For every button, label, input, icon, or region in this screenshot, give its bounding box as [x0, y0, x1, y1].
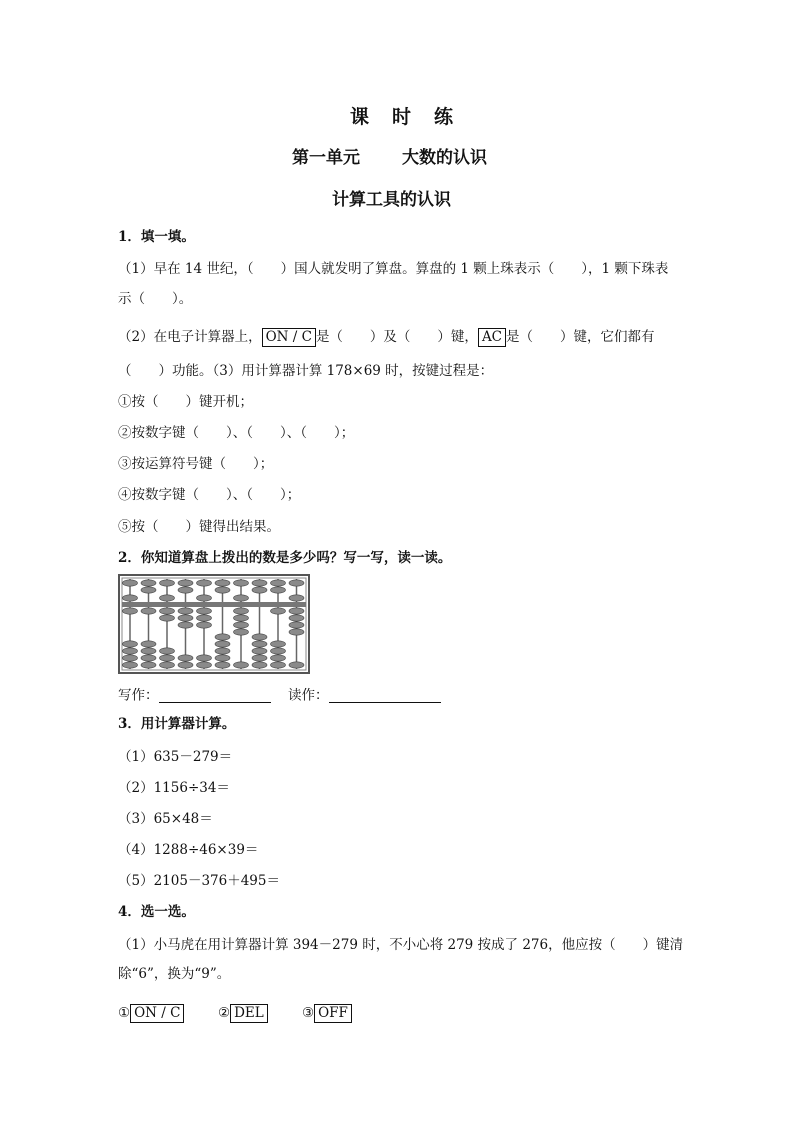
abacus-lower-bead — [289, 622, 304, 628]
page-title: 课 时 练 — [350, 106, 456, 128]
write-blank[interactable] — [159, 688, 271, 703]
abacus-upper-bead — [123, 580, 138, 586]
q4-line1: （1）小马虎在用计算器计算 394－279 时，不小心将 279 按成了 276，他应按（ ）键清 — [118, 937, 684, 953]
on-c-key: ON / C — [262, 328, 316, 347]
q1-p2-line2: （ ）功能。（3）用计算器计算 178×69 时，按键过程是： — [118, 363, 494, 379]
read-blank[interactable] — [329, 688, 441, 703]
abacus-lower-bead — [123, 641, 138, 647]
option-2-number: ② — [218, 1005, 231, 1021]
abacus-lower-bead — [271, 641, 286, 647]
abacus-upper-bead — [252, 587, 267, 593]
abacus-lower-bead — [123, 655, 138, 661]
abacus-upper-bead — [141, 587, 156, 593]
abacus-upper-bead — [178, 587, 193, 593]
abacus-upper-bead — [197, 595, 212, 601]
abacus-lower-bead — [160, 615, 175, 621]
abacus-lower-bead — [252, 655, 267, 661]
abacus-lower-bead — [197, 662, 212, 668]
abacus-lower-bead — [234, 615, 249, 621]
abacus-lower-bead — [141, 655, 156, 661]
option-1-number: ① — [118, 1005, 131, 1021]
abacus-upper-bead — [215, 587, 230, 593]
abacus-upper-bead — [123, 595, 138, 601]
abacus-upper-bead — [141, 580, 156, 586]
abacus-lower-bead — [197, 622, 212, 628]
abacus-lower-bead — [289, 615, 304, 621]
option-3[interactable] — [302, 1004, 352, 1023]
write-label: 写作： — [118, 687, 159, 704]
abacus-lower-bead — [160, 662, 175, 668]
abacus-lower-bead — [123, 662, 138, 668]
abacus-lower-bead — [160, 655, 175, 661]
abacus-upper-bead — [252, 580, 267, 586]
q1-p1-line1: （1）早在 14 世纪，（ ）国人就发明了算盘。算盘的 1 颗上珠表示（ ），1 颗下珠表 — [118, 261, 669, 277]
abacus-upper-bead — [197, 580, 212, 586]
abacus-lower-bead — [252, 641, 267, 647]
calc-item-1: （1）635－279＝ — [118, 749, 233, 765]
option-1-key: ON / C — [130, 1004, 184, 1023]
q1-p2-text-b: 是（ ）及（ ）键， — [315, 329, 478, 345]
q1-heading: 1．填一填。 — [118, 229, 195, 245]
abacus-upper-bead — [234, 595, 249, 601]
step-5: ⑤按（ ）键得出结果。 — [118, 519, 280, 535]
q4-line2: 除“6”，换为“9”。 — [118, 966, 231, 982]
option-2[interactable] — [218, 1004, 268, 1023]
abacus-lower-bead — [252, 648, 267, 654]
option-2-key: DEL — [230, 1004, 268, 1023]
step-2: ②按数字键（ ）、（ ）、（ ）； — [118, 425, 355, 441]
abacus-lower-bead — [123, 608, 138, 614]
abacus-upper-bead — [178, 580, 193, 586]
abacus-lower-bead — [234, 608, 249, 614]
abacus-lower-bead — [215, 648, 230, 654]
abacus-lower-bead — [271, 648, 286, 654]
abacus-lower-bead — [178, 662, 193, 668]
option-3-key: OFF — [314, 1004, 352, 1023]
abacus-lower-bead — [178, 655, 193, 661]
write-answer-row — [118, 688, 271, 703]
abacus-image — [118, 574, 310, 674]
abacus-lower-bead — [252, 662, 267, 668]
abacus-upper-bead — [289, 595, 304, 601]
q1-p2-text-a: （2）在电子计算器上， — [118, 329, 262, 345]
abacus-lower-bead — [141, 648, 156, 654]
q1-p2-line1 — [118, 328, 655, 347]
abacus-lower-bead — [252, 634, 267, 640]
abacus-lower-bead — [234, 622, 249, 628]
abacus-lower-bead — [197, 655, 212, 661]
q2-heading: 2．你知道算盘上拨出的数是多少吗？写一写，读一读。 — [118, 550, 452, 566]
abacus-upper-bead — [289, 580, 304, 586]
abacus-lower-bead — [289, 629, 304, 635]
abacus-lower-bead — [271, 655, 286, 661]
option-3-number: ③ — [302, 1005, 315, 1021]
q1-p1-line2: 示（ ）。 — [118, 291, 193, 307]
read-answer-row — [288, 688, 441, 703]
step-3: ③按运算符号键（ ）； — [118, 456, 274, 472]
unit-title: 大数的认识 — [402, 148, 487, 168]
abacus-lower-bead — [197, 608, 212, 614]
abacus-lower-bead — [178, 615, 193, 621]
q3-heading: 3．用计算器计算。 — [118, 716, 236, 732]
unit-label: 第一单元 — [292, 148, 360, 168]
abacus-lower-bead — [271, 662, 286, 668]
abacus-lower-bead — [141, 641, 156, 647]
calc-item-3: （3）65×48＝ — [118, 811, 213, 827]
abacus-lower-bead — [197, 615, 212, 621]
step-4: ④按数字键（ ）、（ ）； — [118, 487, 301, 503]
abacus-lower-bead — [271, 608, 286, 614]
abacus-lower-bead — [141, 608, 156, 614]
abacus-lower-bead — [215, 655, 230, 661]
abacus-upper-bead — [215, 580, 230, 586]
abacus-lower-bead — [160, 648, 175, 654]
abacus-lower-bead — [234, 662, 249, 668]
option-1[interactable] — [118, 1004, 184, 1023]
abacus-upper-bead — [271, 587, 286, 593]
lesson-title: 计算工具的认识 — [332, 190, 451, 210]
abacus-lower-bead — [234, 629, 249, 635]
abacus-lower-bead — [289, 662, 304, 668]
q1-p2-text-c: 是（ ）键，它们都有 — [506, 329, 655, 345]
abacus-upper-bead — [234, 580, 249, 586]
abacus-upper-bead — [160, 595, 175, 601]
q4-heading: 4．选一选。 — [118, 904, 195, 920]
calc-item-4: （4）1288÷46×39＝ — [118, 842, 259, 858]
abacus-lower-bead — [178, 608, 193, 614]
ac-key: AC — [478, 328, 506, 347]
step-1: ①按（ ）键开机； — [118, 394, 253, 410]
abacus-lower-bead — [123, 648, 138, 654]
abacus-lower-bead — [289, 608, 304, 614]
abacus-lower-bead — [160, 608, 175, 614]
abacus-lower-bead — [141, 662, 156, 668]
abacus-lower-bead — [215, 662, 230, 668]
abacus-upper-bead — [271, 580, 286, 586]
read-label: 读作： — [288, 687, 329, 704]
abacus-upper-bead — [160, 580, 175, 586]
abacus-lower-bead — [178, 622, 193, 628]
calc-item-5: （5）2105－376＋495＝ — [118, 873, 280, 889]
abacus-lower-bead — [215, 641, 230, 647]
abacus-lower-bead — [215, 634, 230, 640]
calc-item-2: （2）1156÷34＝ — [118, 780, 230, 796]
